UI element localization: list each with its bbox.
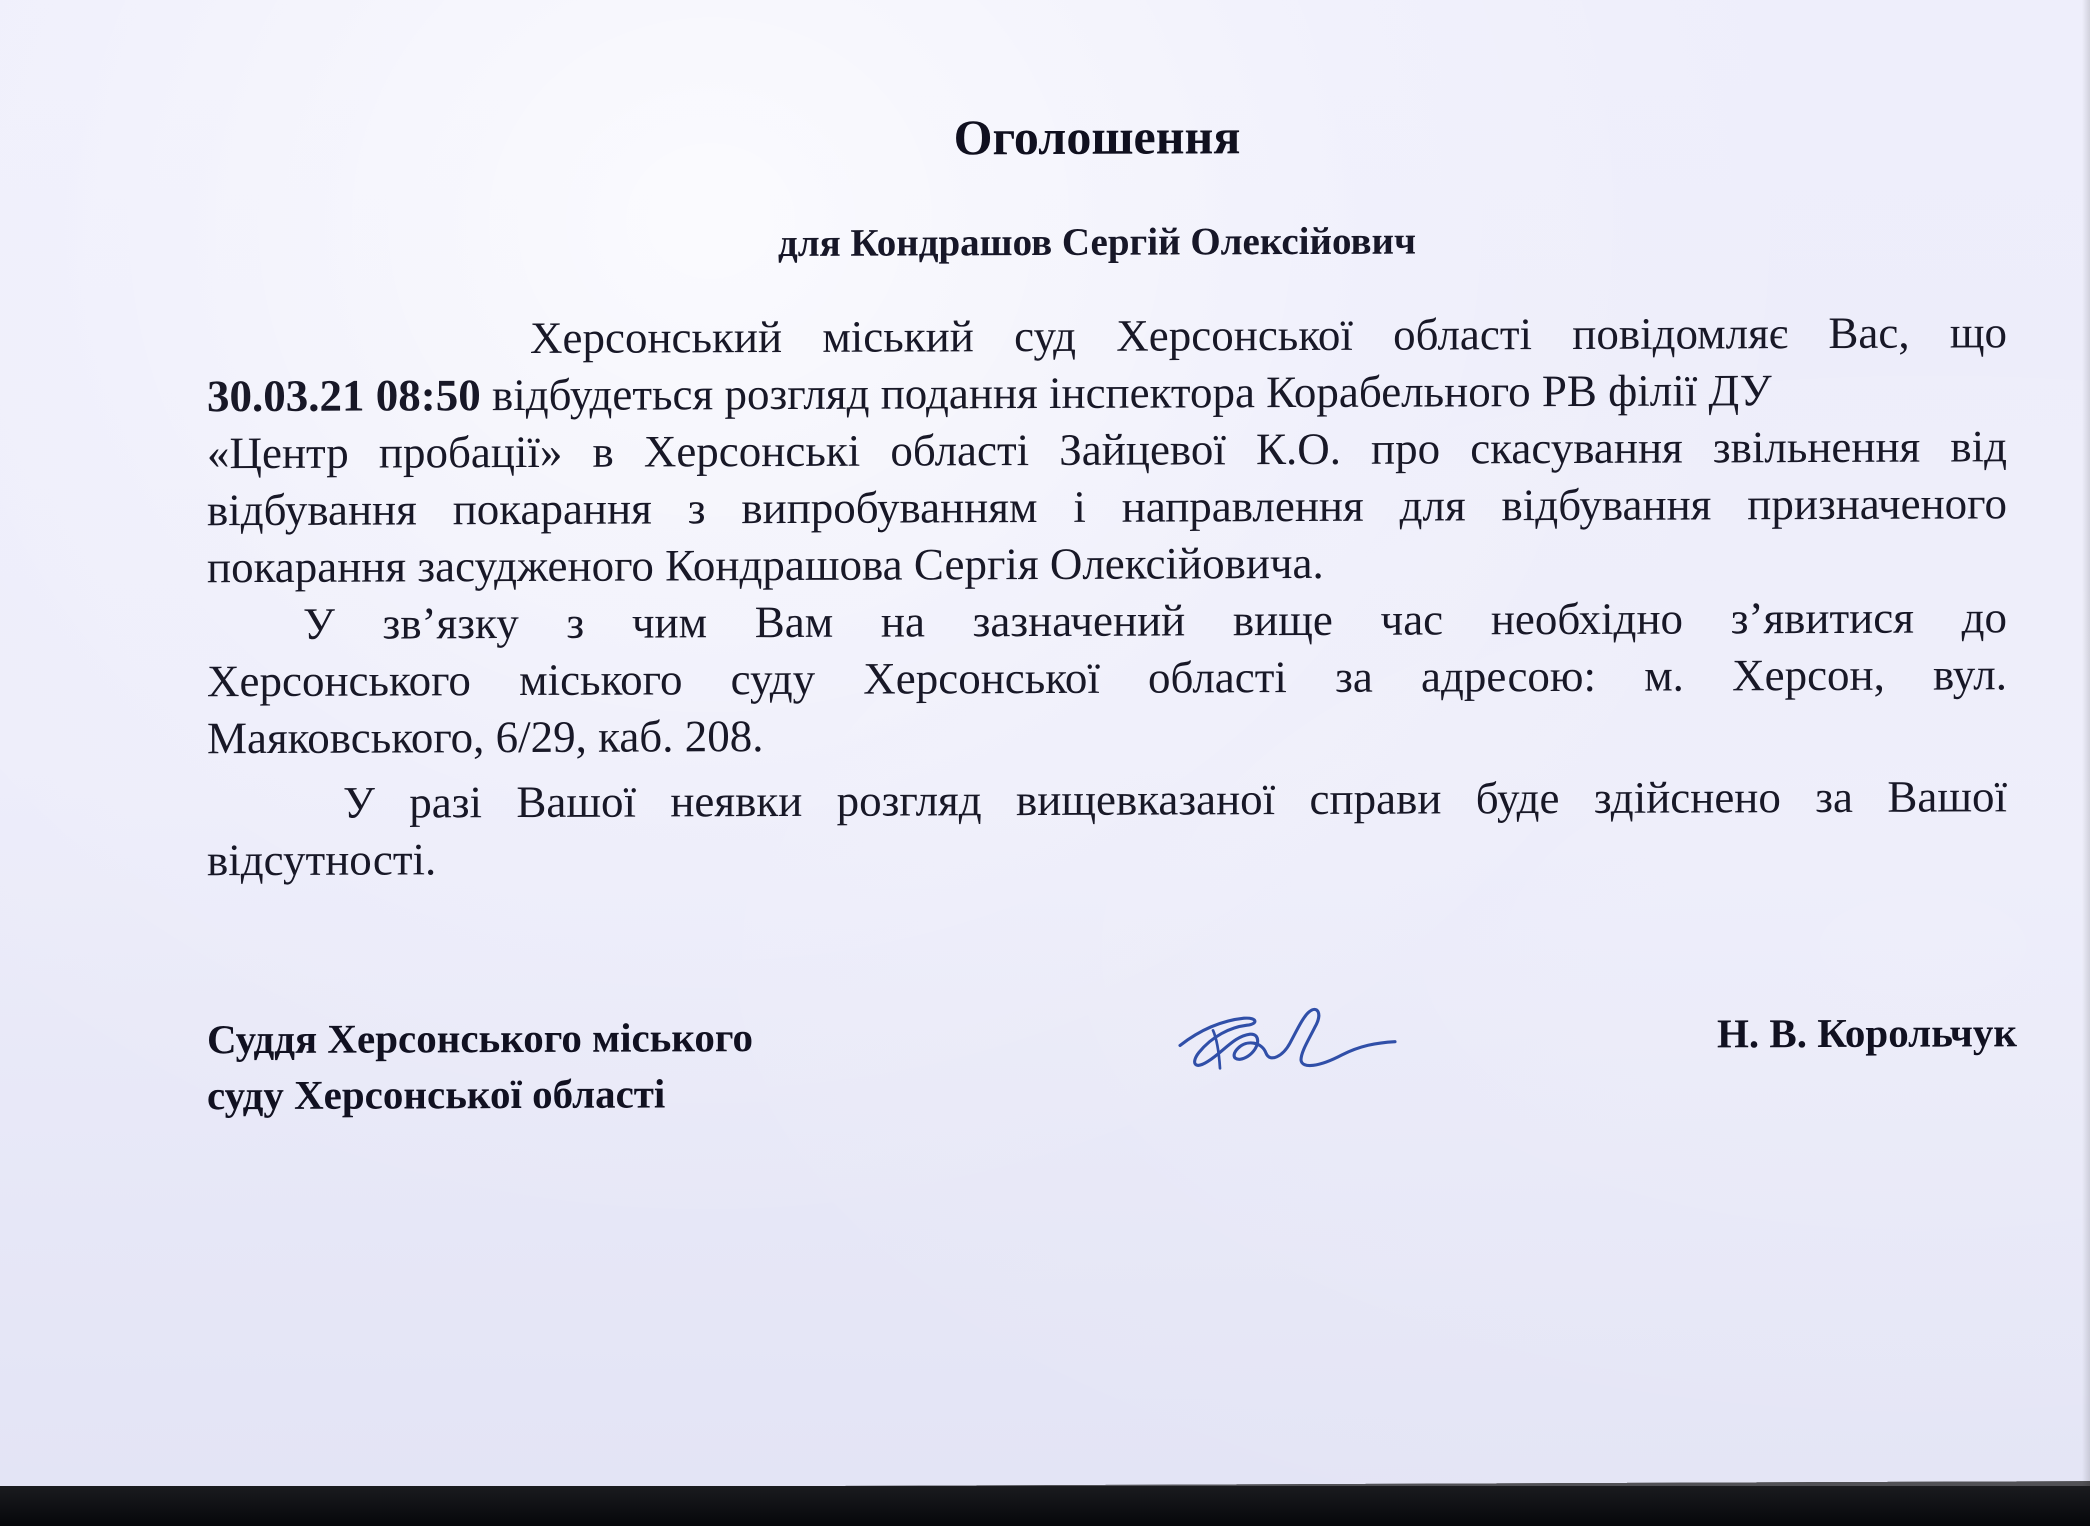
announcement-body — [207, 304, 2007, 886]
photo-right-edge — [2082, 0, 2090, 1489]
signer-position — [207, 1008, 967, 1123]
photo-bottom-shadow — [0, 1486, 2090, 1526]
handwritten-signature — [1172, 1000, 1402, 1081]
paragraph-1-line-2-text: відбудеться розгляд подання інспектора Корабельного РВ філії ДУ — [492, 365, 1772, 421]
recipient-line: для Кондрашов Сергій Олексійович — [777, 219, 1417, 266]
hearing-date-time: 30.03.21 08:50 — [207, 370, 481, 422]
signer-name: Н. В. Корольчук — [1717, 1009, 2017, 1057]
paragraph-2-line-1: У зв’язку з чим Вам на зазначений вище час необхідно з’явитися до — [303, 592, 2007, 649]
paragraph-1-line-1: Херсонський міський суд Херсонської області повідомляє Вас, що — [530, 307, 2007, 363]
announcement-content — [207, 92, 2017, 1119]
paragraph-1-line-4: відбування покарання з випробуванням і направлення для відбування призначеного — [207, 478, 2007, 536]
signature-block — [207, 1004, 2017, 1191]
paragraph-3-line-2: відсутності. — [207, 834, 437, 886]
signer-position-line-1: Суддя Херсонського міського — [207, 1014, 754, 1063]
announcement-title: Оголошення — [953, 108, 1241, 166]
paragraph-2-line-2: Херсонського міського суду Херсонської області за адресою: м. Херсон, вул. — [207, 649, 2007, 707]
paragraph-3-line-1: У разі Вашої неявки розгляд вищевказаної справи буде здійснено за Вашої — [343, 771, 2007, 828]
paragraph-1-line-3: «Центр пробації» в Херсонські області Зайцевої К.О. про скасування звільнення від — [207, 421, 2007, 479]
paragraph-2-line-3: Маяковського, 6/29, каб. 208. — [207, 711, 764, 764]
signer-position-line-2: суду Херсонської області — [207, 1070, 666, 1119]
paragraph-1-line-5: покарання засудженого Кондрашова Сергія Олексійовича. — [207, 537, 1324, 593]
paragraph-1-line-2 — [207, 361, 2007, 425]
